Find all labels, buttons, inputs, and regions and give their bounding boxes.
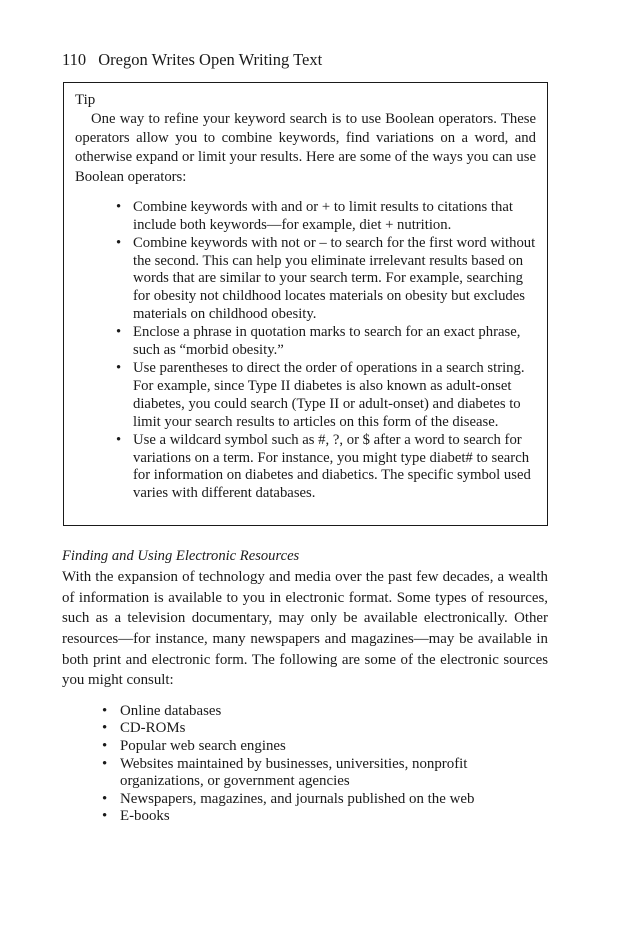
tip-list-item: • Combine keywords with and or + to limit results to citations that include both keywords—for example, diet + nutrition. bbox=[133, 199, 536, 235]
tip-intro-paragraph: One way to refine your keyword search is to use Boolean operators. These operators allow you to combine keywords, find variations on a word, and otherwise expand or limit your results. Here are some of the ways you can use Boolean operators: bbox=[75, 111, 536, 185]
source-list-item: • Online databases bbox=[120, 703, 548, 721]
page-number: 110 bbox=[62, 50, 87, 69]
tip-list-item: • Use a wildcard symbol such as #, ?, or $ after a word to search for variations on a term. For instance, you might type diabet# to search for information on diabetes and diabetics. The specific symbol used varies with different databases. bbox=[133, 432, 536, 504]
book-page bbox=[62, 48, 548, 826]
source-list-item: • CD-ROMs bbox=[120, 720, 548, 738]
book-title: Oregon Writes Open Writing Text bbox=[98, 50, 323, 69]
tip-list-item: • Enclose a phrase in quotation marks to search for an exact phrase, such as “morbid obesity.” bbox=[133, 324, 536, 360]
tip-box bbox=[63, 82, 548, 526]
source-list-item: • Popular web search engines bbox=[120, 738, 548, 756]
section-heading: Finding and Using Electronic Resources bbox=[62, 548, 300, 565]
electronic-sources-list bbox=[62, 703, 548, 826]
source-list-item: • E-books bbox=[120, 808, 548, 826]
source-list-item: • Newspapers, magazines, and journals published on the web bbox=[120, 791, 548, 809]
tip-list-item: • Combine keywords with not or – to search for the first word without the second. This can help you eliminate irrelevant results based on words that are similar to your search term. For example, searching for obesity not childhood locates materials on obesity but excludes materials on childhood obesity. bbox=[133, 235, 536, 325]
boolean-operator-list bbox=[75, 199, 536, 503]
tip-label: Tip bbox=[75, 92, 96, 108]
source-list-item: • Websites maintained by businesses, universities, nonprofit organizations, or government agencies bbox=[120, 756, 548, 791]
tip-list-item: • Use parentheses to direct the order of operations in a search string. For example, since Type II diabetes is also known as adult-onset diabetes, you could search (Type II or adult-onset) and diabetes to limit your search results to articles on this form of the disease. bbox=[133, 360, 536, 432]
body-paragraph: With the expansion of technology and media over the past few decades, a wealth of information is available to you in electronic format. Some types of resources, such as a television documentary, may only be available electronically. Other resources—for instance, many newspapers and magazines—may be available in both print and electronic form. The following are some of the electronic sources you might consult: bbox=[62, 569, 548, 689]
running-head bbox=[62, 48, 548, 72]
